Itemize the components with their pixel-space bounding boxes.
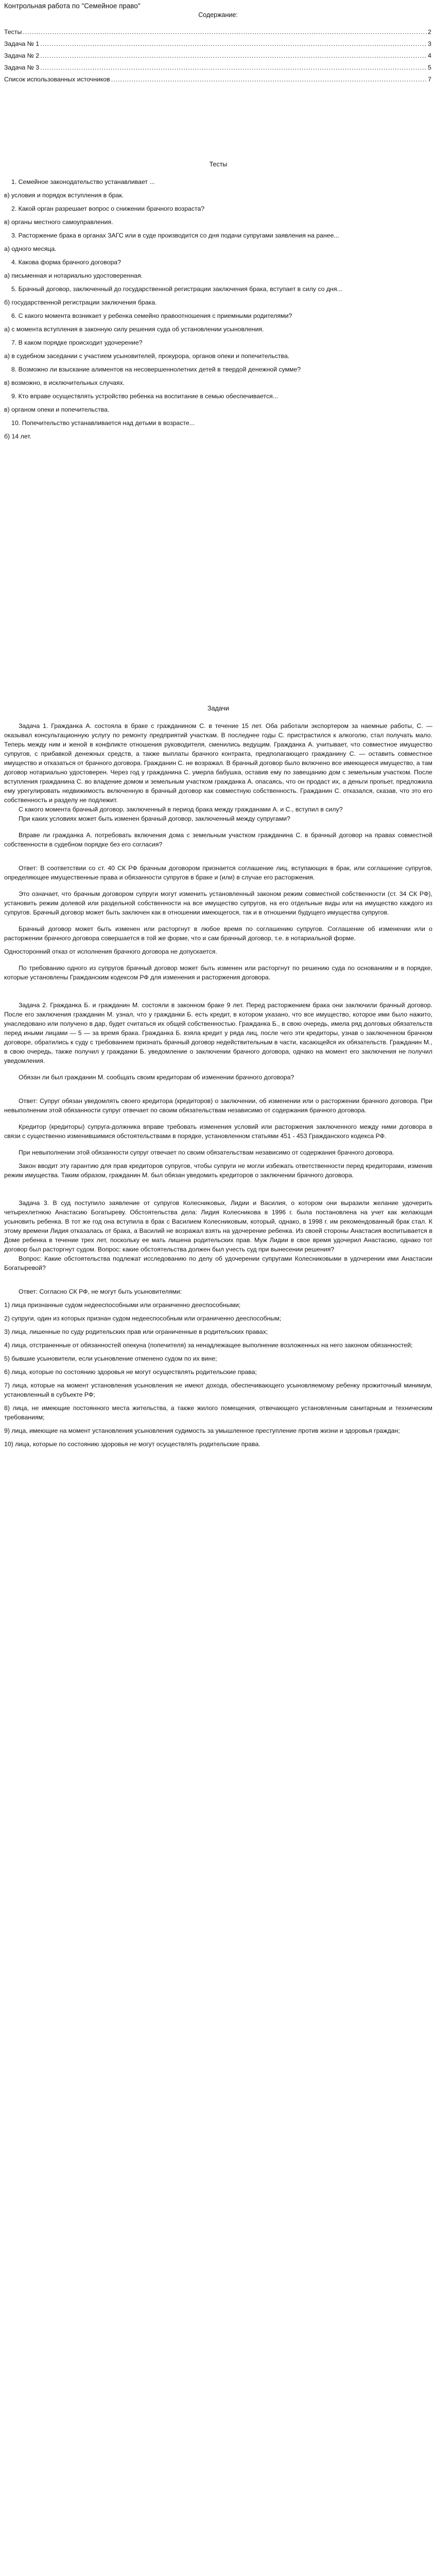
test-answer: в) условия и порядок вступления в брак. — [4, 192, 124, 199]
task1-statement: Задача 1. Гражданка А. состояла в браке с гражданином С. в течение 15 лет. Оба работали экспортером за наемные работы, С. — оказывал консультационную услугу по ремонту предприятий участкам. В последнее годы С. пристрастился к алкоголю, стал получать мало. Теперь между ним и женой в конфликте отношения руководителя, сменились ведущим. Гражданка А. учитывает, что совместное имущество супругов, с прибавкой денежных средств, а также выплаты брачного контракта, предполагающего гражданину С. — оставить совместное имущество и отказаться от брачного договора. Гражданин С. не возражал. В брачный договор было включено все имеющееся имущество, а там договор нотариально удостоверен. Через год у гражданина С. умерла бабушка, оставив ему по завещанию дом с земельным участком. После вступления гражданина С. во владение домом и земельным участком гражданка А. опасаясь, что он продаст их, а деньги пропьет, предложила ему урегулировать недвижимость включенную в брачный договор как совместную собственность. Гражданин С. отказался, сказав, что это его собственность и разделу не подлежит. — [4, 722, 432, 804]
toc-row-task3[interactable] — [4, 64, 431, 76]
test-answer: в) органом опеки и попечительства. — [4, 406, 110, 413]
task1-question: С какого момента брачный договор, заключенный в период брака между гражданами А. и С., вступил в силу? — [19, 806, 343, 813]
tasks-section — [4, 705, 432, 1449]
toc-label: Задача № 2 — [4, 52, 40, 59]
toc-row-task2[interactable] — [4, 52, 431, 64]
tests-heading: Тесты — [209, 161, 228, 168]
toc-row-references[interactable] — [4, 76, 431, 88]
test-question: 10. Попечительство устанавливается над детьми в возрасте... — [11, 419, 195, 427]
task3-answer-item: 5) бывшие усыновители, если усыновление отменено судом по их вине; — [4, 1355, 217, 1362]
table-of-contents — [4, 28, 431, 88]
test-question: 1. Семейное законодательство устанавливает ... — [11, 178, 155, 185]
task2-answer: Закон вводит эту гарантию для прав кредиторов супругов, чтобы супруги не могли избежать ответственности перед кредиторами, изменив режим имущества. Таким образом, гражданин М. был обязан уведомить кредиторов о заключении брачного договора. — [4, 1162, 432, 1179]
toc-page: 2 — [428, 28, 431, 36]
test-answer: а) с момента вступления в законную силу решения суда об установлении усыновления. — [4, 326, 264, 333]
task1-answer: Ответ: В соответствии со ст. 40 СК РФ брачным договором признается соглашение лиц, вступающих в брак, или соглашение супругов, определяющее имущественные права и обязанности супругов в браке и (или) в случае его расторжения. — [4, 865, 432, 881]
toc-page: 4 — [428, 52, 431, 59]
task3-statement: Задача 3. В суд поступило заявление от супругов Колесниковых, Лидии и Василия, о котором они выразили желание удочерить четырехлетнюю Анастасию Богатыреву. Обстоятельства дела: Лидия Колесникова в 1996 г. была постановлена на учет как желающая усыновить ребенка. В тот же год она вступила в брак с Василием Колесниковым, который, однако, в 1998 г. им рекомендованный брак стал. К этому времени Лидия отказалась от брака, а Василий не возражал взять на удочерение ребенка. Из своей стороны Анастасия воспитывается в Доме ребенка в течение трех лет, поскольку ее мать лишена родительских прав. Муж Лидии в свое время удочерил Анастасию, однако тот договор был расторгнут судом. Вопрос: какие обстоятельства должен был учесть суд при вынесении решения? — [4, 1199, 432, 1253]
task2-answer: Ответ: Супруг обязан уведомлять своего кредитора (кредиторов) о заключении, об изменении или о расторжении брачного договора. При невыполнении этой обязанности супруг отвечает по своим обязательствам независимо от содержания брачного договора. — [4, 1097, 432, 1114]
test-answer: а) в судебном заседании с участием усыновителей, прокурора, органов опеки и попечительства. — [4, 352, 290, 360]
toc-label: Задача № 3 — [4, 64, 40, 71]
task3-answer-item: 8) лица, не имеющие постоянного места жительства, а также жилого помещения, отвечающего установленным санитарным и техническим требованиям; — [4, 1404, 432, 1421]
test-question: 8. Возможно ли взыскание алиментов на несовершеннолетних детей в твердой денежной сумме? — [11, 366, 301, 373]
toc-leader — [40, 52, 427, 59]
toc-heading: Содержание: — [198, 11, 238, 19]
test-question: 5. Брачный договор, заключенный до государственной регистрации заключения брака, вступает в силу со дня... — [11, 285, 342, 293]
test-answer: в) возможно, в исключительных случаях. — [4, 379, 125, 386]
test-answer: б) 14 лет. — [4, 433, 31, 440]
document-title: Контрольная работа по "Семейное право" — [4, 2, 141, 10]
task1-answer: Односторонний отказ от исполнения брачного договора не допускается. — [4, 948, 217, 955]
test-answer: б) государственной регистрации заключения брака. — [4, 299, 157, 306]
task3-answer-item: 7) лица, которые на момент установления усыновления не имеют дохода, обеспечивающего усыновляемому ребенку прожиточный минимум, установленный в субъекте РФ; — [4, 1382, 432, 1398]
task3-question: Вопрос: Какие обстоятельства подлежат исследованию по делу об удочерении супругами Колесниковыми в удочерении ими Анастасии Богатыревой? — [4, 1255, 432, 1272]
tasks-heading: Задачи — [207, 705, 229, 712]
toc-label: Задача № 1 — [4, 40, 40, 47]
toc-page: 7 — [428, 76, 431, 83]
toc-row-task1[interactable] — [4, 40, 431, 52]
test-question: 3. Расторжение брака в органах ЗАГС или в суде производится со дня подачи супругами заявления на ранее... — [11, 232, 339, 239]
tests-section — [4, 161, 432, 441]
toc-label: Список использованных источников — [4, 76, 110, 83]
task3-answer-item: 9) лица, имеющие на момент установления усыновления судимость за умышленное преступление против жизни и здоровья граждан; — [4, 1427, 400, 1434]
test-question: 7. В каком порядке происходит удочерение? — [11, 339, 143, 346]
test-answer: а) письменная и нотариально удостоверенная. — [4, 272, 143, 279]
toc-leader — [40, 64, 427, 71]
toc-label: Тесты — [4, 28, 22, 36]
test-answer: а) одного месяца. — [4, 245, 57, 252]
task3-answer-item: 2) супруги, один из которых признан судом недееспособным или ограниченно дееспособным; — [4, 1315, 282, 1322]
task3-answer-item: 4) лица, отстраненные от обязанностей опекуна (попечителя) за ненадлежащее выполнение возложенных на него законом обязанностей; — [4, 1342, 413, 1349]
task3-answer-item: 1) лица признанные судом недееспособными или ограниченно дееспособными; — [4, 1301, 241, 1309]
test-question: 4. Какова форма брачного договора? — [11, 259, 121, 266]
task3-answer-item: 6) лица, которые по состоянию здоровья не могут осуществлять родительские права; — [4, 1368, 257, 1376]
toc-page: 3 — [428, 40, 431, 47]
test-question: 6. С какого момента возникает у ребенка семейно правоотношения с приемными родителями? — [11, 312, 292, 319]
task2-statement: Задача 2. Гражданка Б. и гражданин М. состояли в законном браке 9 лет. Перед расторжением брака они заключили брачный договор. После его заключения гражданин М. узнал, что у гражданки Б. есть кредит, в котором указано, что все имущество, которое ими было нажито, унаследовано или получено в дар, будет считаться их общей собственностью. Гражданка Б., в свою очередь, имела ряд долговых обязательств перед иными лицами — 5 — за время брака. Гражданка Б. взяла кредит у ряда лиц, после чего эти кредиторы, узнав о заключенном брачном договоре, обратились к суду с требованием признать брачный договор недействительным в части, касающейся их обязательств. Гражданин М., в свою очередь, также получил у гражданки Б. уведомление о заключении брачного договора, однако на момент его заключения не получил уведомления. — [4, 1002, 432, 1064]
task3-answer-item: 10) лица, которые по состоянию здоровья не могут осуществлять родительские права. — [4, 1440, 260, 1448]
task1-answer: По требованию одного из супругов брачный договор может быть изменен или расторгнут по решению суда по основаниям и в порядке, которые установлены Гражданским кодексом РФ для изменения и расторжения договора. — [4, 964, 432, 981]
test-answer: в) органы местного самоуправления. — [4, 218, 113, 226]
task3-answer: Ответ: Согласно СК РФ, не могут быть усыновителями: — [19, 1288, 182, 1295]
task2-answer: Кредитор (кредиторы) супруга-должника вправе требовать изменения условий или расторжения заключенного между ними договора в связи с существенно изменившимися обстоятельствами в порядке, установленном статьями 451 - 453 Гражданского кодекса РФ. — [4, 1123, 432, 1140]
task2-question: Обязан ли был гражданин М. сообщать своим кредиторам об изменении брачного договора? — [19, 1074, 294, 1081]
task1-answer: Брачный договор может быть изменен или расторгнут в любое время по соглашению супругов. Соглашение об изменении или о расторжении брачного договора совершается в той же форме, что и сам брачный договор, т.е. в нотариальной форме. — [4, 925, 432, 942]
task1-answer: Это означает, что брачным договором супруги могут изменить установленный законом режим совместной собственности (ст. 34 СК РФ), установить режим долевой или раздельной собственности на все имущество супругов, на его отдельные виды или на имущество каждого из супругов. Брачный договор может быть заключен как в отношении имеющегося, так и в отношении будущего имущества супругов. — [4, 890, 432, 916]
task1-question: Вправе ли гражданка А. потребовать включения дома с земельным участком гражданина С. в брачный договор на правах совместной собственности в судебном порядке без его согласия? — [4, 832, 432, 848]
toc-leader — [40, 40, 427, 47]
task3-answer-item: 3) лица, лишенные по суду родительских прав или ограниченные в родительских правах; — [4, 1328, 268, 1335]
toc-page: 5 — [428, 64, 431, 71]
toc-row-tests[interactable] — [4, 28, 431, 40]
test-question: 9. Кто вправе осуществлять устройство ребенка на воспитание в семью обеспечивается... — [11, 393, 278, 400]
test-question: 2. Какой орган разрешает вопрос о снижении брачного возраста? — [11, 205, 205, 212]
task1-question: При каких условиях может быть изменен брачный договор, заключенный между супругами? — [19, 815, 290, 822]
task2-answer: При невыполнении этой обязанности супруг отвечает по своим обязательствам независимо от содержания брачного договора. — [19, 1149, 394, 1156]
toc-leader — [111, 76, 427, 83]
toc-leader — [23, 28, 427, 36]
